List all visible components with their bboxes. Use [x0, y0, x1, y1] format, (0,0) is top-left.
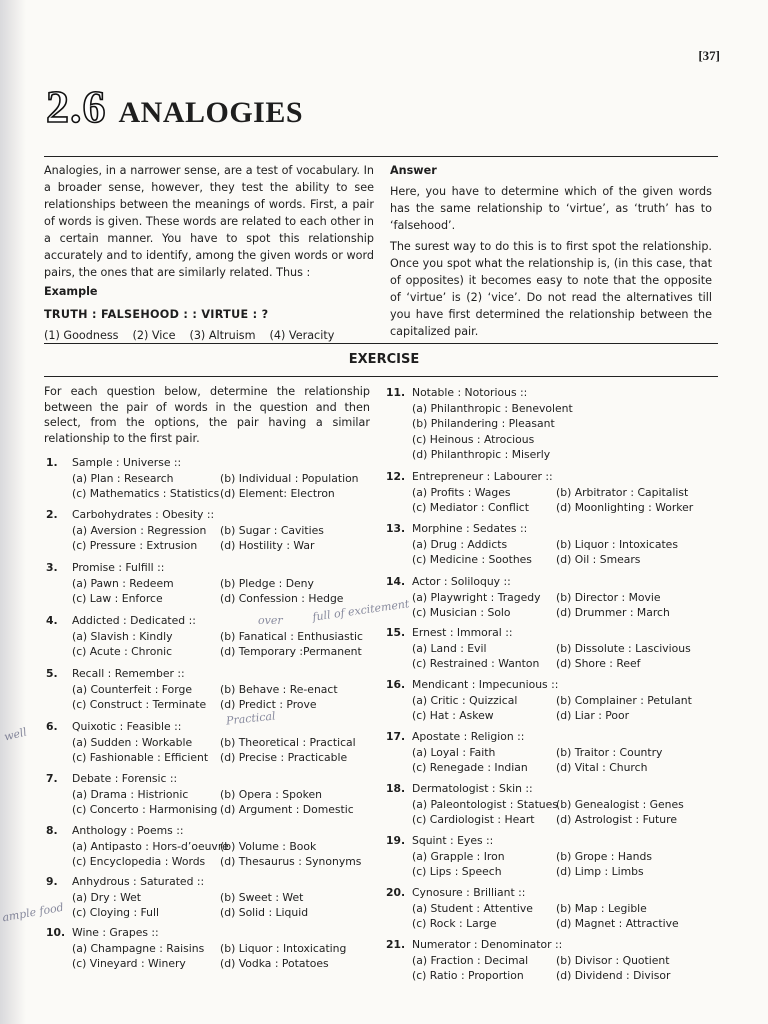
option-a: (a) Playwright : Tragedy: [412, 590, 541, 604]
option-d: (d) Hostility : War: [220, 539, 315, 552]
question-stem: Numerator : Denominator ::: [412, 938, 563, 951]
option-a: (a) Loyal : Faith: [412, 745, 496, 759]
intro-text: Analogies, in a narrower sense, are a test of vocabulary. In a broader sense, however, they test the ability to see relationships between the meanings of words. First, a pair of words is given. These words are related to each other in a certain manner. You have to spot this relationship accurately and to identify, among the given words or word pairs, the ones that are similarly related. Thus :: [44, 164, 374, 279]
option-d: (d) Solid : Liquid: [220, 906, 309, 919]
option-d: (d) Drummer : March: [556, 606, 670, 619]
question-number: 12.: [386, 470, 406, 483]
option-c: (c) Vineyard : Winery: [72, 957, 186, 970]
option-d: (d) Element: Electron: [220, 487, 335, 500]
section-heading: [46, 80, 303, 133]
question-stem: Promise : Fulfill ::: [72, 561, 165, 574]
example-option: (1) Goodness: [44, 329, 119, 342]
question-number: 21.: [386, 938, 406, 951]
question-number: 15.: [386, 626, 406, 639]
option-c: (c) Acute : Chronic: [72, 645, 173, 658]
question-stem: Entrepreneur : Labourer ::: [412, 470, 553, 483]
option-b: (b) Genealogist : Genes: [556, 797, 684, 811]
question-item: [386, 625, 716, 675]
question-number: 13.: [386, 522, 406, 535]
question-stem: Wine : Grapes ::: [72, 926, 159, 939]
option-a: (a) Critic : Quizzical: [412, 693, 518, 707]
question-stem: Anhydrous : Saturated ::: [72, 875, 205, 888]
option-d: (d) Magnet : Attractive: [556, 917, 679, 930]
question-number: 5.: [46, 667, 58, 680]
option-d: (d) Precise : Practicable: [220, 751, 348, 764]
intro-column: [44, 162, 374, 344]
question-item: [386, 781, 716, 831]
option-a: (a) Sudden : Workable: [72, 735, 193, 749]
question-stem: Squint : Eyes ::: [412, 834, 494, 847]
option-c: (c) Mediator : Conflict: [412, 501, 529, 514]
answer-paragraph: Here, you have to determine which of the given words has the same relationship to ‘virtue’, as ‘truth’ has to ‘falsehood’.: [390, 185, 712, 232]
question-number: 14.: [386, 575, 406, 588]
option-d: (d) Vodka : Potatoes: [220, 957, 329, 970]
option-b: (b) Individual : Population: [220, 471, 359, 485]
option-b: (b) Opera : Spoken: [220, 787, 322, 801]
exercise-rule: [44, 376, 718, 377]
option-c: (c) Rock : Large: [412, 917, 497, 930]
section-number: 2.6: [46, 81, 107, 132]
option-c: (c) Cloying : Full: [72, 906, 159, 919]
question-stem: Addicted : Dedicated ::: [72, 614, 196, 627]
question-number: 3.: [46, 561, 58, 574]
option-c: (c) Lips : Speech: [412, 865, 502, 878]
answer-label: Answer: [390, 164, 437, 177]
question-stem: Cynosure : Brilliant ::: [412, 886, 526, 899]
question-stem: Mendicant : Impecunious ::: [412, 678, 559, 691]
option-d: (d) Dividend : Divisor: [556, 969, 671, 982]
question-item: [46, 823, 376, 873]
question-number: 2.: [46, 508, 58, 521]
option-a: (a) Drama : Histrionic: [72, 787, 189, 801]
question-number: 19.: [386, 834, 406, 847]
option-c: (c) Medicine : Soothes: [412, 553, 532, 566]
option-d: (d) Shore : Reef: [556, 657, 641, 670]
handwritten-note: well: [2, 725, 29, 744]
example-option: (4) Veracity: [269, 329, 335, 342]
question-item: [46, 925, 376, 975]
question-number: 7.: [46, 772, 58, 785]
question-item: [386, 937, 716, 987]
question-number: 17.: [386, 730, 406, 743]
question-item: [386, 385, 716, 465]
question-item: [386, 833, 716, 883]
question-stem: Ernest : Immoral ::: [412, 626, 513, 639]
option-d: (d) Argument : Domestic: [220, 803, 354, 816]
option-c: (c) Cardiologist : Heart: [412, 813, 535, 826]
option-b: (b) Fanatical : Enthusiastic: [220, 629, 363, 643]
example-label: Example: [44, 285, 98, 298]
example-option: (3) Altruism: [189, 329, 256, 342]
question-stem: Sample : Universe ::: [72, 456, 182, 469]
option-c: (c) Restrained : Wanton: [412, 657, 540, 670]
question-number: 20.: [386, 886, 406, 899]
option-b: (b) Pledge : Deny: [220, 576, 314, 590]
page-binding-shadow: [0, 0, 29, 1024]
exercise-instructions: For each question below, determine the relationship between the pair of words in the question and then select, from the options, the pair having a similar relationship to the first pair.: [44, 385, 370, 445]
option-b: (b) Director : Movie: [556, 590, 661, 604]
question-number: 4.: [46, 614, 58, 627]
option-d: (d) Limp : Limbs: [556, 865, 644, 878]
question-item: [46, 874, 376, 924]
section-title: ANALOGIES: [118, 96, 304, 129]
question-stem: Quixotic : Feasible ::: [72, 720, 182, 733]
question-item: [46, 771, 376, 821]
question-stem: Debate : Forensic ::: [72, 772, 178, 785]
option-a: (a) Antipasto : Hors-d’oeuvre: [72, 839, 229, 853]
question-item: [386, 521, 716, 571]
question-item: [386, 677, 716, 727]
question-item: [386, 729, 716, 779]
option-a: (a) Dry : Wet: [72, 890, 142, 904]
option-c: (c) Encyclopedia : Words: [72, 855, 206, 868]
option-c: (c) Musician : Solo: [412, 606, 511, 619]
option-c: (c) Construct : Terminate: [72, 698, 207, 711]
option-d: (d) Vital : Church: [556, 761, 648, 774]
option-d: (d) Thesaurus : Synonyms: [220, 855, 362, 868]
option-a: (a) Paleontologist : Statues: [412, 797, 558, 811]
question-stem: Notable : Notorious ::: [412, 386, 528, 399]
option-b: (b) Complainer : Petulant: [556, 693, 692, 707]
option-b: (b) Philandering : Pleasant: [412, 417, 555, 430]
option-d: (d) Liar : Poor: [556, 709, 630, 722]
answer-paragraph: The surest way to do this is to first spot the relationship. Once you spot what the relationship is, (in this case, that of opposites) it becomes easy to note that the opposite of ‘virtue’ is (2) ‘vice’. Do not read the alternatives till you have first determined the relationship between the capitalized pair.: [390, 240, 712, 338]
option-a: (a) Fraction : Decimal: [412, 953, 529, 967]
page-number: [37]: [698, 48, 720, 63]
option-d: (d) Predict : Prove: [220, 698, 317, 711]
option-d: (d) Oil : Smears: [556, 553, 641, 566]
handwritten-note: over: [258, 614, 283, 627]
option-b: (b) Divisor : Quotient: [556, 953, 670, 967]
exercise-title: EXERCISE: [348, 352, 420, 367]
option-c: (c) Fashionable : Efficient: [72, 751, 209, 764]
question-item: [386, 574, 716, 624]
option-b: (b) Dissolute : Lascivious: [556, 641, 691, 655]
option-a: (a) Drug : Addicts: [412, 537, 508, 551]
option-a: (a) Pawn : Redeem: [72, 576, 174, 590]
option-b: (b) Map : Legible: [556, 901, 647, 915]
option-d: (d) Astrologist : Future: [556, 813, 677, 826]
option-a: (a) Profits : Wages: [412, 485, 511, 499]
option-c: (c) Concerto : Harmonising: [72, 803, 218, 816]
option-d: (d) Confession : Hedge: [220, 592, 344, 605]
option-a: (a) Counterfeit : Forge: [72, 682, 192, 696]
question-number: 6.: [46, 720, 58, 733]
example-question: TRUTH : FALSEHOOD : : VIRTUE : ?: [44, 308, 269, 321]
question-number: 1.: [46, 456, 58, 469]
question-item: [46, 455, 376, 505]
option-a: (a) Land : Evil: [412, 641, 487, 655]
handwritten-note: ample food: [1, 900, 65, 925]
option-c: (c) Renegade : Indian: [412, 761, 528, 774]
option-c: (c) Mathematics : Statistics: [72, 487, 220, 500]
question-stem: Carbohydrates : Obesity ::: [72, 508, 215, 521]
option-c: (c) Heinous : Atrocious: [412, 432, 535, 446]
question-number: 18.: [386, 782, 406, 795]
question-item: [46, 666, 376, 716]
handwritten-note: full of excitement: [311, 597, 411, 624]
option-b: (b) Behave : Re-enact: [220, 682, 338, 696]
question-item: [46, 560, 376, 610]
example-option: (2) Vice: [132, 329, 176, 342]
intro-bottom-rule: [44, 343, 718, 344]
option-d: (d) Moonlighting : Worker: [556, 501, 694, 514]
option-c: (c) Pressure : Extrusion: [72, 539, 198, 552]
option-a: (a) Champagne : Raisins: [72, 941, 205, 955]
option-b: (b) Grope : Hands: [556, 849, 652, 863]
option-a: (a) Plan : Research: [72, 471, 174, 485]
answer-column: [390, 162, 712, 344]
option-c: (c) Law : Enforce: [72, 592, 163, 605]
top-rule: [44, 156, 718, 157]
option-a: (a) Student : Attentive: [412, 901, 533, 915]
question-number: 9.: [46, 875, 58, 888]
option-a: (a) Philanthropic : Benevolent: [412, 401, 573, 415]
question-number: 10.: [46, 926, 66, 939]
question-item: [386, 885, 716, 935]
option-d: (d) Philanthropic : Miserly: [412, 448, 551, 461]
option-b: (b) Liquor : Intoxicates: [556, 537, 678, 551]
option-c: (c) Hat : Askew: [412, 709, 494, 722]
question-item: [46, 719, 376, 769]
option-c: (c) Ratio : Proportion: [412, 969, 524, 982]
option-b: (b) Sweet : Wet: [220, 890, 304, 904]
option-a: (a) Slavish : Kindly: [72, 629, 173, 643]
option-b: (b) Arbitrator : Capitalist: [556, 485, 689, 499]
handwritten-note: Practical: [225, 709, 277, 728]
question-stem: Recall : Remember ::: [72, 667, 185, 680]
question-item: [386, 469, 716, 519]
option-b: (b) Sugar : Cavities: [220, 523, 324, 537]
option-b: (b) Volume : Book: [220, 839, 317, 853]
option-a: (a) Grapple : Iron: [412, 849, 505, 863]
option-b: (b) Theoretical : Practical: [220, 735, 356, 749]
question-stem: Apostate : Religion ::: [412, 730, 525, 743]
question-stem: Actor : Soliloquy ::: [412, 575, 511, 588]
example-options: [44, 327, 374, 344]
question-number: 16.: [386, 678, 406, 691]
option-b: (b) Traitor : Country: [556, 745, 663, 759]
option-b: (b) Liquor : Intoxicating: [220, 941, 347, 955]
question-item: [46, 507, 376, 557]
question-stem: Dermatologist : Skin ::: [412, 782, 533, 795]
option-d: (d) Temporary :Permanent: [220, 645, 362, 658]
option-a: (a) Aversion : Regression: [72, 523, 207, 537]
question-number: 8.: [46, 824, 58, 837]
question-stem: Morphine : Sedates ::: [412, 522, 528, 535]
question-number: 11.: [386, 386, 406, 399]
question-stem: Anthology : Poems ::: [72, 824, 184, 837]
